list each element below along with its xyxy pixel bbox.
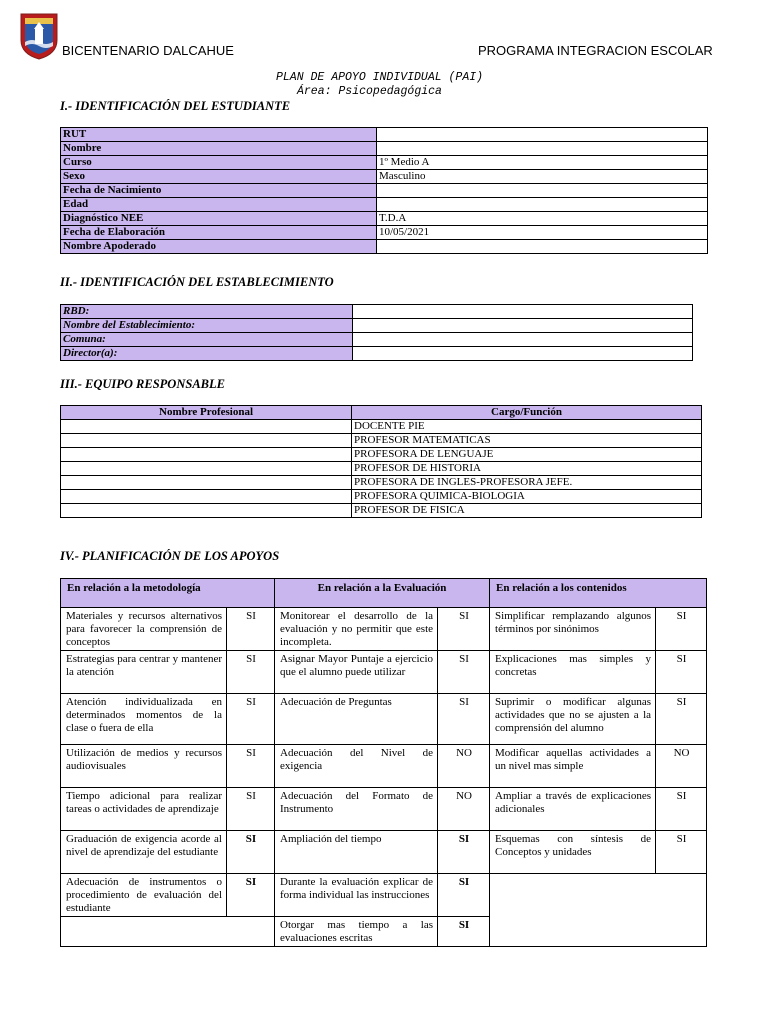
section3-title: III.- EQUIPO RESPONSABLE xyxy=(60,377,225,391)
methodology-item: Utilización de medios y recursos audiovisuales xyxy=(61,745,227,788)
methodology-item: Atención individualizada en determinados momentos de la clase o fuera de ella xyxy=(61,694,227,745)
evaluation-header: En relación a la Evaluación xyxy=(275,579,490,608)
support-row xyxy=(61,745,707,788)
support-row xyxy=(61,831,707,874)
school-field-row xyxy=(61,305,693,319)
evaluation-item: Adecuación del Formato de Instrumento xyxy=(275,788,438,831)
school-field-label: RBD: xyxy=(61,305,353,319)
evaluation-item: Adecuación del Nivel de exigencia xyxy=(275,745,438,788)
school-field-row xyxy=(61,319,693,333)
school-field-value xyxy=(353,347,693,361)
student-field-label: Fecha de Elaboración xyxy=(61,226,377,240)
team-table xyxy=(60,405,702,518)
methodology-item: Estrategias para centrar y mantener la atención xyxy=(61,651,227,694)
student-field-value xyxy=(377,128,708,142)
document-subtitle: Área: Psicopedagógica xyxy=(297,85,442,98)
student-field-label: Sexo xyxy=(61,170,377,184)
evaluation-item: Adecuación de Preguntas xyxy=(275,694,438,745)
student-field-value xyxy=(377,198,708,212)
contents-item: Simplificar remplazando algunos términos por sinónimos xyxy=(490,608,656,651)
methodology-value: SI xyxy=(227,874,275,917)
student-field-label: Edad xyxy=(61,198,377,212)
support-row xyxy=(61,694,707,745)
school-field-value xyxy=(353,319,693,333)
student-field-label: Nombre Apoderado xyxy=(61,240,377,254)
methodology-empty xyxy=(61,917,275,947)
methodology-item: Materiales y recursos alternativos para favorecer la comprensión de conceptos xyxy=(61,608,227,651)
methodology-value: SI xyxy=(227,651,275,694)
team-row xyxy=(61,490,702,504)
student-identification-table xyxy=(60,127,708,254)
methodology-value: SI xyxy=(227,694,275,745)
team-row xyxy=(61,420,702,434)
school-field-value xyxy=(353,305,693,319)
team-member-name xyxy=(61,490,352,504)
team-member-name xyxy=(61,462,352,476)
student-field-label: Diagnóstico NEE xyxy=(61,212,377,226)
support-row xyxy=(61,651,707,694)
school-field-row xyxy=(61,333,693,347)
team-row xyxy=(61,448,702,462)
student-field-row xyxy=(61,240,708,254)
evaluation-value: SI xyxy=(438,831,490,874)
school-field-value xyxy=(353,333,693,347)
team-col-name-header: Nombre Profesional xyxy=(61,406,352,420)
student-field-row xyxy=(61,156,708,170)
team-member-role: PROFESORA DE INGLES-PROFESORA JEFE. xyxy=(352,476,702,490)
support-planning-table xyxy=(60,578,707,947)
team-member-name xyxy=(61,476,352,490)
team-member-role: PROFESORA QUIMICA-BIOLOGIA xyxy=(352,490,702,504)
student-field-value: T.D.A xyxy=(377,212,708,226)
evaluation-value: SI xyxy=(438,608,490,651)
methodology-value: SI xyxy=(227,788,275,831)
student-field-row xyxy=(61,170,708,184)
school-name: BICENTENARIO DALCAHUE xyxy=(62,43,234,58)
evaluation-item: Otorgar mas tiempo a las evaluaciones escritas xyxy=(275,917,438,947)
contents-value: SI xyxy=(656,694,707,745)
evaluation-item: Durante la evaluación explicar de forma individual las instrucciones xyxy=(275,874,438,917)
student-field-label: Nombre xyxy=(61,142,377,156)
contents-value: SI xyxy=(656,651,707,694)
team-row xyxy=(61,434,702,448)
student-field-label: Curso xyxy=(61,156,377,170)
methodology-item: Graduación de exigencia acorde al nivel de aprendizaje del estudiante xyxy=(61,831,227,874)
contents-value: SI xyxy=(656,831,707,874)
school-field-label: Comuna: xyxy=(61,333,353,347)
team-row xyxy=(61,462,702,476)
methodology-value: SI xyxy=(227,745,275,788)
evaluation-item: Ampliación del tiempo xyxy=(275,831,438,874)
program-name: PROGRAMA INTEGRACION ESCOLAR xyxy=(478,43,713,58)
evaluation-item: Monitorear el desarrollo de la evaluación y no permitir que este incompleta. xyxy=(275,608,438,651)
student-field-value: 1º Medio A xyxy=(377,156,708,170)
methodology-value: SI xyxy=(227,608,275,651)
team-member-role: PROFESORA DE LENGUAJE xyxy=(352,448,702,462)
team-row xyxy=(61,504,702,518)
support-row xyxy=(61,874,707,917)
support-row xyxy=(61,608,707,651)
contents-item: Esquemas con síntesis de Conceptos y unidades xyxy=(490,831,656,874)
section1-title: I.- IDENTIFICACIÓN DEL ESTUDIANTE xyxy=(60,99,291,113)
evaluation-item: Asignar Mayor Puntaje a ejercicio que el alumno puede utilizar xyxy=(275,651,438,694)
support-row xyxy=(61,788,707,831)
methodology-header: En relación a la metodología xyxy=(61,579,275,608)
section4-title: IV.- PLANIFICACIÓN DE LOS APOYOS xyxy=(60,549,280,563)
school-identification-table xyxy=(60,304,693,361)
team-member-name xyxy=(61,420,352,434)
team-col-role-header: Cargo/Función xyxy=(352,406,702,420)
team-member-name xyxy=(61,434,352,448)
school-field-label: Director(a): xyxy=(61,347,353,361)
student-field-label: Fecha de Nacimiento xyxy=(61,184,377,198)
school-field-label: Nombre del Establecimiento: xyxy=(61,319,353,333)
contents-value: NO xyxy=(656,745,707,788)
student-field-label: RUT xyxy=(61,128,377,142)
team-member-role: DOCENTE PIE xyxy=(352,420,702,434)
contents-header: En relación a los contenidos xyxy=(490,579,707,608)
student-field-row xyxy=(61,128,708,142)
evaluation-value: SI xyxy=(438,917,490,947)
school-field-row xyxy=(61,347,693,361)
contents-item: Ampliar a través de explicaciones adicionales xyxy=(490,788,656,831)
team-member-name xyxy=(61,504,352,518)
contents-item: Explicaciones mas simples y concretas xyxy=(490,651,656,694)
student-field-value xyxy=(377,184,708,198)
student-field-row xyxy=(61,226,708,240)
contents-item: Suprimir o modificar algunas actividades que no se ajusten a la comprensión del alumno xyxy=(490,694,656,745)
contents-empty xyxy=(490,874,707,947)
document-title: PLAN DE APOYO INDIVIDUAL (PAI) xyxy=(276,71,484,84)
student-field-row xyxy=(61,184,708,198)
evaluation-value: NO xyxy=(438,745,490,788)
student-field-value: Masculino xyxy=(377,170,708,184)
evaluation-value: SI xyxy=(438,651,490,694)
methodology-item: Tiempo adicional para realizar tareas o actividades de aprendizaje xyxy=(61,788,227,831)
team-member-role: PROFESOR DE HISTORIA xyxy=(352,462,702,476)
school-logo xyxy=(18,10,60,60)
contents-item: Modificar aquellas actividades a un nivel mas simple xyxy=(490,745,656,788)
team-row xyxy=(61,476,702,490)
methodology-value: SI xyxy=(227,831,275,874)
methodology-item: Adecuación de instrumentos o procedimiento de evaluación del estudiante xyxy=(61,874,227,917)
evaluation-value: SI xyxy=(438,874,490,917)
student-field-value xyxy=(377,240,708,254)
evaluation-value: NO xyxy=(438,788,490,831)
student-field-value xyxy=(377,142,708,156)
contents-value: SI xyxy=(656,608,707,651)
team-member-role: PROFESOR DE FISICA xyxy=(352,504,702,518)
contents-value: SI xyxy=(656,788,707,831)
team-member-role: PROFESOR MATEMATICAS xyxy=(352,434,702,448)
student-field-value: 10/05/2021 xyxy=(377,226,708,240)
student-field-row xyxy=(61,212,708,226)
evaluation-value: SI xyxy=(438,694,490,745)
team-member-name xyxy=(61,448,352,462)
section2-title: II.- IDENTIFICACIÓN DEL ESTABLECIMIENTO xyxy=(60,275,334,289)
student-field-row xyxy=(61,198,708,212)
student-field-row xyxy=(61,142,708,156)
